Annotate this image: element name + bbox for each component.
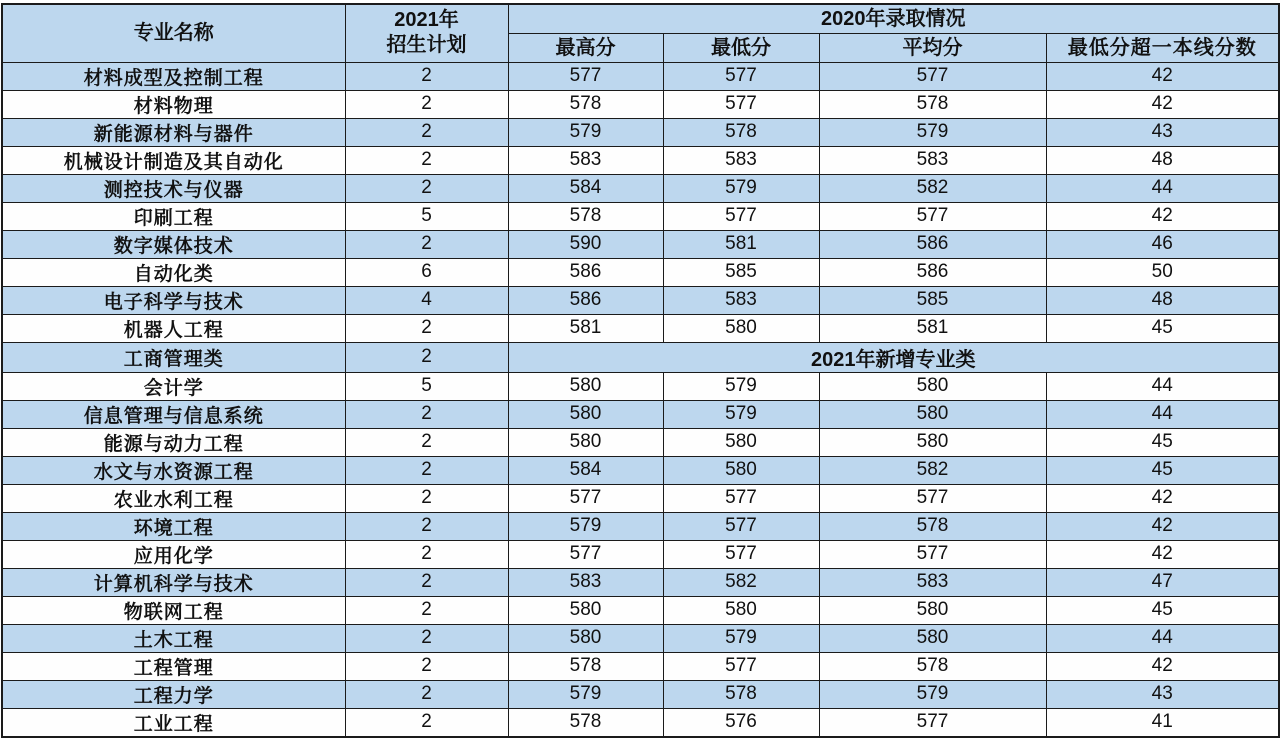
max-score-cell: 584 xyxy=(508,456,663,484)
plan-2021-cell: 2 xyxy=(345,512,508,540)
max-score-cell: 581 xyxy=(508,314,663,342)
avg-score-cell: 578 xyxy=(819,512,1046,540)
over-line-cell: 47 xyxy=(1046,568,1279,596)
over-line-cell: 44 xyxy=(1046,400,1279,428)
table-row xyxy=(2,230,1279,258)
major-name-cell: 工程管理 xyxy=(2,652,345,680)
plan-2021-cell: 4 xyxy=(345,286,508,314)
plan-2021-cell: 2 xyxy=(345,596,508,624)
over-line-cell: 50 xyxy=(1046,258,1279,286)
major-name-cell: 工业工程 xyxy=(2,708,345,737)
min-score-cell: 580 xyxy=(663,456,819,484)
plan-2021-cell: 2 xyxy=(345,314,508,342)
avg-score-cell: 583 xyxy=(819,568,1046,596)
plan-2021-cell: 2 xyxy=(345,118,508,146)
min-score-cell: 577 xyxy=(663,62,819,90)
max-score-cell: 579 xyxy=(508,118,663,146)
table-row xyxy=(2,456,1279,484)
table-row xyxy=(2,62,1279,90)
over-line-cell: 43 xyxy=(1046,680,1279,708)
major-name-cell: 自动化类 xyxy=(2,258,345,286)
max-score-cell: 577 xyxy=(508,62,663,90)
plan-2021-cell: 2 xyxy=(345,708,508,737)
max-score-cell: 580 xyxy=(508,400,663,428)
major-name-cell: 机械设计制造及其自动化 xyxy=(2,146,345,174)
major-name-cell: 测控技术与仪器 xyxy=(2,174,345,202)
plan-2021-cell: 2 xyxy=(345,146,508,174)
min-score-cell: 579 xyxy=(663,624,819,652)
over-line-cell: 45 xyxy=(1046,456,1279,484)
plan-2021-cell: 2 xyxy=(345,428,508,456)
plan-2021-cell: 6 xyxy=(345,258,508,286)
major-name-cell: 电子科学与技术 xyxy=(2,286,345,314)
avg-score-cell: 577 xyxy=(819,202,1046,230)
over-line-cell: 42 xyxy=(1046,484,1279,512)
over-line-cell: 42 xyxy=(1046,202,1279,230)
table-row xyxy=(2,568,1279,596)
avg-score-cell: 578 xyxy=(819,90,1046,118)
table-row xyxy=(2,146,1279,174)
max-score-cell: 586 xyxy=(508,258,663,286)
max-score-cell: 577 xyxy=(508,484,663,512)
plan-2021-cell: 2 xyxy=(345,568,508,596)
min-score-cell: 577 xyxy=(663,484,819,512)
max-score-cell: 577 xyxy=(508,540,663,568)
major-name-cell: 能源与动力工程 xyxy=(2,428,345,456)
over-line-cell: 44 xyxy=(1046,372,1279,400)
max-score-cell: 580 xyxy=(508,428,663,456)
min-score-cell: 577 xyxy=(663,202,819,230)
plan-2021-cell: 2 xyxy=(345,90,508,118)
over-line-cell: 42 xyxy=(1046,652,1279,680)
table-row xyxy=(2,174,1279,202)
table-row xyxy=(2,90,1279,118)
col-group-header-2020: 2020年录取情况 xyxy=(508,4,1279,33)
table-row xyxy=(2,118,1279,146)
avg-score-cell: 580 xyxy=(819,372,1046,400)
plan-2021-cell: 5 xyxy=(345,202,508,230)
over-line-cell: 44 xyxy=(1046,624,1279,652)
major-name-cell: 印刷工程 xyxy=(2,202,345,230)
min-score-cell: 580 xyxy=(663,314,819,342)
table-row xyxy=(2,652,1279,680)
min-score-cell: 578 xyxy=(663,680,819,708)
min-score-cell: 580 xyxy=(663,428,819,456)
table-row xyxy=(2,540,1279,568)
avg-score-cell: 580 xyxy=(819,624,1046,652)
major-name-cell: 新能源材料与器件 xyxy=(2,118,345,146)
avg-score-cell: 577 xyxy=(819,708,1046,737)
over-line-cell: 45 xyxy=(1046,596,1279,624)
plan-2021-cell: 2 xyxy=(345,624,508,652)
min-score-cell: 582 xyxy=(663,568,819,596)
table-row xyxy=(2,596,1279,624)
table-row xyxy=(2,258,1279,286)
new-major-note-cell: 2021年新增专业类 xyxy=(508,342,1279,372)
max-score-cell: 583 xyxy=(508,146,663,174)
avg-score-cell: 580 xyxy=(819,428,1046,456)
plan-2021-cell: 2 xyxy=(345,540,508,568)
plan-2021-cell: 2 xyxy=(345,174,508,202)
table-row xyxy=(2,286,1279,314)
plan-2021-cell: 2 xyxy=(345,680,508,708)
major-name-cell: 工商管理类 xyxy=(2,342,345,372)
min-score-cell: 577 xyxy=(663,512,819,540)
avg-score-cell: 586 xyxy=(819,258,1046,286)
avg-score-cell: 583 xyxy=(819,146,1046,174)
max-score-cell: 579 xyxy=(508,512,663,540)
max-score-cell: 584 xyxy=(508,174,663,202)
max-score-cell: 583 xyxy=(508,568,663,596)
col-header-plan-line1: 2021年 xyxy=(394,9,459,32)
avg-score-cell: 577 xyxy=(819,62,1046,90)
major-name-cell: 材料物理 xyxy=(2,90,345,118)
min-score-cell: 581 xyxy=(663,230,819,258)
table-row xyxy=(2,372,1279,400)
avg-score-cell: 585 xyxy=(819,286,1046,314)
major-name-cell: 应用化学 xyxy=(2,540,345,568)
plan-2021-cell: 2 xyxy=(345,652,508,680)
min-score-cell: 578 xyxy=(663,118,819,146)
table-row xyxy=(2,314,1279,342)
col-header-min-score: 最低分 xyxy=(663,33,819,62)
min-score-cell: 577 xyxy=(663,540,819,568)
major-name-cell: 工程力学 xyxy=(2,680,345,708)
over-line-cell: 42 xyxy=(1046,62,1279,90)
avg-score-cell: 579 xyxy=(819,118,1046,146)
table-body xyxy=(2,62,1279,737)
plan-2021-cell: 2 xyxy=(345,230,508,258)
max-score-cell: 586 xyxy=(508,286,663,314)
min-score-cell: 583 xyxy=(663,286,819,314)
admission-score-table xyxy=(1,3,1280,738)
major-name-cell: 农业水利工程 xyxy=(2,484,345,512)
table-row xyxy=(2,342,1279,372)
max-score-cell: 578 xyxy=(508,708,663,737)
min-score-cell: 583 xyxy=(663,146,819,174)
min-score-cell: 580 xyxy=(663,596,819,624)
major-name-cell: 土木工程 xyxy=(2,624,345,652)
major-name-cell: 材料成型及控制工程 xyxy=(2,62,345,90)
major-name-cell: 计算机科学与技术 xyxy=(2,568,345,596)
col-header-plan-line2: 招生计划 xyxy=(386,34,467,57)
over-line-cell: 42 xyxy=(1046,540,1279,568)
max-score-cell: 580 xyxy=(508,624,663,652)
plan-2021-cell: 2 xyxy=(345,342,508,372)
over-line-cell: 41 xyxy=(1046,708,1279,737)
table-row xyxy=(2,400,1279,428)
min-score-cell: 585 xyxy=(663,258,819,286)
col-header-major: 专业名称 xyxy=(2,4,345,62)
over-line-cell: 48 xyxy=(1046,146,1279,174)
avg-score-cell: 580 xyxy=(819,596,1046,624)
min-score-cell: 579 xyxy=(663,372,819,400)
avg-score-cell: 578 xyxy=(819,652,1046,680)
min-score-cell: 579 xyxy=(663,174,819,202)
max-score-cell: 578 xyxy=(508,90,663,118)
min-score-cell: 576 xyxy=(663,708,819,737)
col-header-over-line: 最低分超一本线分数 xyxy=(1046,33,1279,62)
avg-score-cell: 581 xyxy=(819,314,1046,342)
avg-score-cell: 586 xyxy=(819,230,1046,258)
max-score-cell: 580 xyxy=(508,372,663,400)
table-row xyxy=(2,708,1279,737)
avg-score-cell: 582 xyxy=(819,456,1046,484)
major-name-cell: 水文与水资源工程 xyxy=(2,456,345,484)
over-line-cell: 44 xyxy=(1046,174,1279,202)
avg-score-cell: 580 xyxy=(819,400,1046,428)
over-line-cell: 48 xyxy=(1046,286,1279,314)
max-score-cell: 590 xyxy=(508,230,663,258)
over-line-cell: 42 xyxy=(1046,512,1279,540)
avg-score-cell: 579 xyxy=(819,680,1046,708)
major-name-cell: 会计学 xyxy=(2,372,345,400)
max-score-cell: 578 xyxy=(508,202,663,230)
major-name-cell: 环境工程 xyxy=(2,512,345,540)
major-name-cell: 信息管理与信息系统 xyxy=(2,400,345,428)
plan-2021-cell: 2 xyxy=(345,400,508,428)
major-name-cell: 数字媒体技术 xyxy=(2,230,345,258)
table-row xyxy=(2,624,1279,652)
avg-score-cell: 577 xyxy=(819,484,1046,512)
plan-2021-cell: 2 xyxy=(345,62,508,90)
header-row-group xyxy=(2,4,1279,33)
max-score-cell: 580 xyxy=(508,596,663,624)
min-score-cell: 579 xyxy=(663,400,819,428)
over-line-cell: 42 xyxy=(1046,90,1279,118)
plan-2021-cell: 2 xyxy=(345,456,508,484)
min-score-cell: 577 xyxy=(663,90,819,118)
table-row xyxy=(2,428,1279,456)
plan-2021-cell: 2 xyxy=(345,484,508,512)
plan-2021-cell: 5 xyxy=(345,372,508,400)
table-row xyxy=(2,484,1279,512)
over-line-cell: 46 xyxy=(1046,230,1279,258)
over-line-cell: 43 xyxy=(1046,118,1279,146)
col-header-avg-score: 平均分 xyxy=(819,33,1046,62)
over-line-cell: 45 xyxy=(1046,314,1279,342)
min-score-cell: 577 xyxy=(663,652,819,680)
major-name-cell: 物联网工程 xyxy=(2,596,345,624)
major-name-cell: 机器人工程 xyxy=(2,314,345,342)
col-header-plan-2021 xyxy=(345,4,508,62)
table-header xyxy=(2,4,1279,62)
table-row xyxy=(2,680,1279,708)
avg-score-cell: 582 xyxy=(819,174,1046,202)
avg-score-cell: 577 xyxy=(819,540,1046,568)
max-score-cell: 579 xyxy=(508,680,663,708)
over-line-cell: 45 xyxy=(1046,428,1279,456)
max-score-cell: 578 xyxy=(508,652,663,680)
col-header-max-score: 最高分 xyxy=(508,33,663,62)
table-row xyxy=(2,512,1279,540)
table-row xyxy=(2,202,1279,230)
